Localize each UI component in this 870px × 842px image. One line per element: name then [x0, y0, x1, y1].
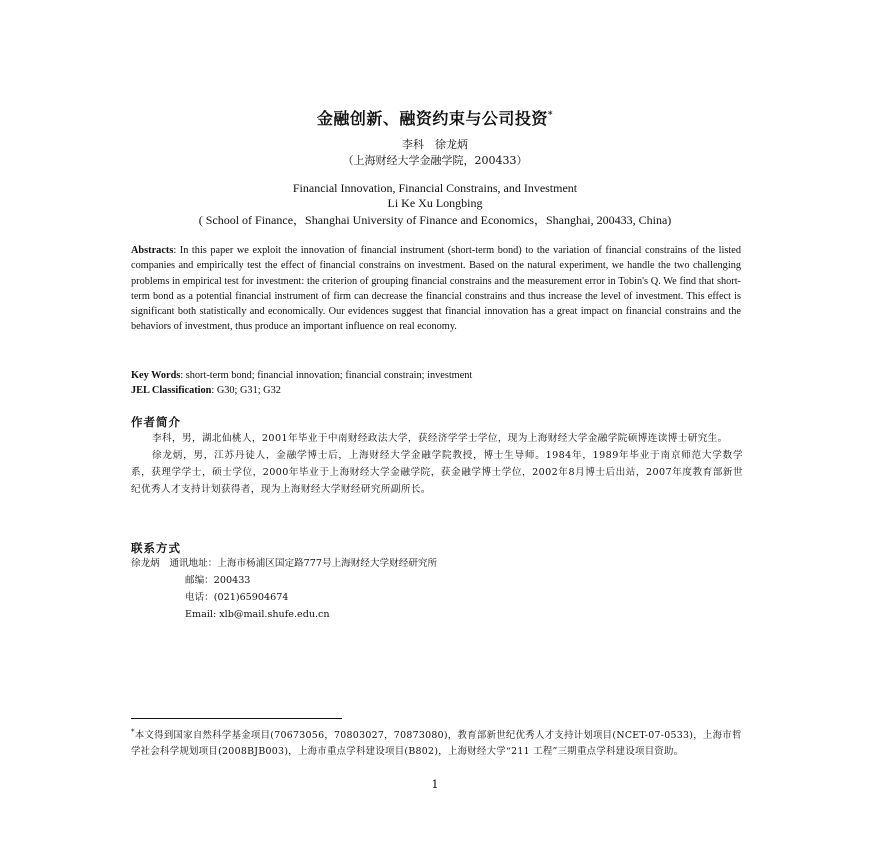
footnote — [131, 724, 743, 760]
title-en: Financial Innovation, Financial Constrains, and Investment — [292, 181, 578, 195]
bio-li-ke: 李科，男，湖北仙桃人，2001年毕业于中南财经政法大学，获经济学学士学位，现为上海财经大学金融学院硕博连读博士研究生。 — [152, 433, 728, 444]
abstract-text: : In this paper we exploit the innovation of financial instrument (short-term bond) to the variation of financial constrains of the listed companies and empirically test the effect of financial constrains on investment. Based on the natural experiment, we handle the two challenging problems in empirical test for investment: the criterion of grouping financial constrains and the measurement error in Tobin's Q. We find that short-term bond as a potential financial instrument of firm can decrease the financial constrains and thus increase the level of investment. This effect is significant both statistically and economically. Our evidences suggest that financial innovation has a great impact on financial constrains and the behaviors of investment, thus produce an important influence on real economy. — [131, 245, 741, 333]
page-number: 1 — [431, 778, 439, 791]
jel-classification — [131, 383, 741, 398]
bio-heading: 作者简介 — [131, 415, 181, 429]
keywords — [131, 368, 741, 383]
contact-address: 通讯地址：上海市杨浦区国定路777号上海财经大学财经研究所 — [169, 558, 438, 569]
author-bios — [131, 430, 743, 498]
keywords-text: : short-term bond; financial innovation; financial constrain; investment — [180, 370, 473, 381]
contact-phone: 电话：(021)65904674 — [185, 592, 289, 603]
abstract — [131, 243, 741, 335]
paper-title — [0, 106, 870, 129]
contact-postcode: 邮编：200433 — [185, 575, 251, 586]
footnote-mark: * — [131, 728, 135, 736]
keywords-label: Key Words — [131, 370, 181, 381]
contact-name: 徐龙炳 — [131, 558, 160, 569]
authors-en: Li Ke Xu Longbing — [387, 196, 483, 210]
affiliation-cn: （上海财经大学金融学院，200433） — [342, 154, 528, 167]
contact-email[interactable]: Email: xlb@mail.shufe.edu.cn — [185, 609, 330, 620]
footnote-text: 本文得到国家自然科学基金项目(70673056，70803027，70873080)，教育部新世纪优秀人才支持计划项目(NCET-07-0533)，上海市哲学社会科学规划项目(2008BJB003)，上海市重点学科建设项目(B802)，上海财经大学“211 工程”三期重点学科建设项目资助。 — [131, 730, 742, 758]
jel-text: : G30; G31; G32 — [211, 385, 281, 396]
contact-info — [131, 555, 437, 623]
title-text: 金融创新、融资约束与公司投资 — [316, 109, 548, 128]
abstract-label: Abstracts — [131, 245, 174, 256]
authors-cn: 李科 徐龙炳 — [402, 138, 468, 151]
affiliation-en: ( School of Finance，Shanghai University of Finance and Economics，Shanghai, 200433, China) — [198, 213, 672, 227]
jel-label: JEL Classification — [131, 385, 212, 396]
contact-heading: 联系方式 — [131, 541, 181, 555]
bio-xu-longbing: 徐龙炳，男，江苏丹徒人，金融学博士后，上海财经大学金融学院教授，博士生导师。1984年，1989年毕业于南京师范大学数学系，获理学学士，硕士学位，2000年毕业于上海财经大学金融学院，获金融学博士学位，2002年8月博士后出站，2007年度教育部新世纪优秀人才支持计划获得者，现为上海财经大学财经研究所副所长。 — [131, 450, 743, 495]
footnote-separator — [131, 718, 342, 719]
title-footnote-mark: * — [547, 110, 554, 121]
